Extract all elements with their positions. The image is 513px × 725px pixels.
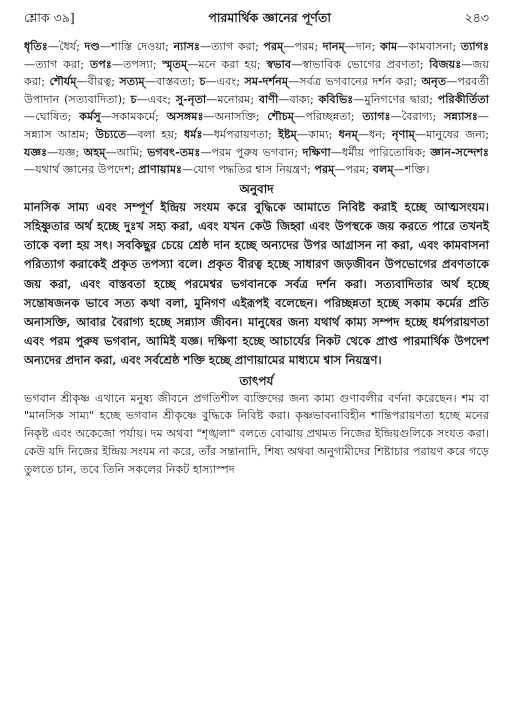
synonym-meaning: বলা হয়; (137, 127, 184, 141)
synonym-term: ইষ্টম্ (278, 126, 297, 141)
synonym-meaning: শাস্তি দেওয়া; (111, 40, 174, 53)
page-number: ২৪৩ (464, 10, 489, 25)
synonym-term: শৌর্যম্ (49, 74, 77, 89)
synonym-term: বিজয়ঃ (429, 56, 462, 71)
chapter-title: পারমার্থিক জ্ঞানের পূর্ণতা (208, 10, 331, 25)
synonym-meaning: বাক্য; (289, 92, 319, 106)
purport-heading: তাৎপর্য (239, 373, 274, 388)
synonym-term: কাম (379, 39, 398, 53)
synonym-meaning: ত্যাগ করা; (211, 40, 264, 53)
synonym-meaning: পরিচ্ছন্নতা; (305, 110, 363, 124)
synonym-term: সত্যম্ (119, 74, 145, 89)
synonym-meaning: ধর্মপরায়ণতা; (213, 127, 279, 141)
synonym-term: ধনম্ (338, 126, 358, 141)
synonym-meaning: পরম পুরুষ ভগবান; (211, 145, 303, 159)
synonym-meaning: মনোরম; (217, 92, 259, 106)
translation-paragraph: মানসিক সাম্য এবং সম্পূর্ণ ইন্দ্রিয় সংযম করে বুদ্ধিকে আমাতে নিবিষ্ট করাই হচ্ছে আত্মসংযম। সহিষ্ণুতার অর্থ হচ্ছে দুঃখ সহ্য করা, এবং যখন কেউ জিহ্বা এবং উপস্থকে জয় করতে পারে তখনই তাকে বলা হয় সৎ। সবকিছুর চেয়ে শ্রেষ্ঠ দান হচ্ছে অন্যদের উপর আগ্রাসন না করা, এবং কামবাসনা পরিত্যাগ করাকেই প্রকৃত তপস্যা বলে। প্রকৃত বীরত্ব হচ্ছে সাধারণ জড়জীবন উপভোগের প্রবণতাকে জয় করা, এবং বাস্তবতা হচ্ছে পরমেশ্বর ভগবানকে সর্বত্র দর্শন করা। সত্যবাদিতার অর্থ হচ্ছে সন্তোষজনক ভাবে সত্য কথা বলা, মুনিগণ এইরূপই বলেছেন। পরিচ্ছন্নতা হচ্ছে সকাম কর্মের প্রতি অনাসক্তি, আবার বৈরাগ্য হচ্ছে সন্ন্যাস জীবন। মানুষের জন্য যথার্থ কাম্য সম্পদ হচ্ছে ধর্মপরায়ণতা এবং পরম পুরুষ ভগবান, আমিই যজ্ঞ। দক্ষিণা হচ্ছে আচার্যের নিকট থেকে প্রাপ্ত পারমার্থিক উপদেশ অন্যদের প্রদান করা, এবং সর্বশ্রেষ্ঠ শক্তি হচ্ছে প্রাণায়ামের মাধ্যমে শ্বাস নিয়ন্ত্রণ। (24, 199, 489, 368)
synonym-meaning: যজ্ঞ; (58, 145, 84, 159)
synonym-term: ধর্মঃ (184, 126, 203, 141)
synonym-term: কবিভিঃ (318, 91, 354, 106)
synonym-term: ত্যাগঃ (460, 39, 489, 53)
synonym-term: পরম্ (314, 162, 335, 177)
synonym-meaning: যথার্থ জ্ঞানের উপদেশ; (35, 163, 139, 177)
synonym-meaning: দান; (355, 40, 380, 53)
purport-paragraph: ভগবান শ্রীকৃষ্ণ এখানে মনুষ্য জীবনে প্রগতিশীল ব্যক্তিদের জন্য কাম্য গুণাবলীর বর্ণনা করেছেন। শম বা "মানসিক সাম্য" হচ্ছে ভগবান শ্রীকৃষ্ণে বুদ্ধিকে নিবিষ্ট করা। কৃষ্ণভাবনাবিহীন শান্তিপরায়ণতা হচ্ছে মনের নিকৃষ্ট এবং অকেজো পর্যায়। দম অথবা "শৃঙ্খলা" বলতে বোঝায় প্রথমত নিজের ইন্দ্রিয়গুলিকে সংযত করা। কেউ যদি নিজের ইন্দ্রিয় সংযম না করে, তাঁর সন্তানাদি, শিষ্য অথবা অনুগামীদের শিষ্টাচার পরায়ণ করে গড়ে তুলতে চান, তবে তিনি সকলের নিকট হাস্যাস্পদ (24, 391, 489, 476)
synonym-meaning: মনে করা হয়; (198, 57, 267, 71)
synonym-term: ন্যাসঃ (173, 39, 200, 53)
synonym-meaning: আমি; (116, 145, 148, 159)
synonym-meaning: ধন; (369, 127, 392, 141)
synonym-meaning: যোগ পদ্ধতির শ্বাস নিয়ন্ত্রণ; (193, 163, 315, 177)
synonym-term: দণ্ড (84, 39, 100, 53)
synonym-meaning: সর্বত্র ভগবানের দর্শন করা; (299, 75, 422, 89)
synonym-meaning: জয় করা; (24, 57, 490, 89)
synonym-term: চ (199, 74, 206, 89)
synonym-term: যজ্ঞঃ (24, 144, 48, 159)
synonym-term: বাণী (258, 91, 279, 106)
page-header (24, 10, 489, 32)
synonym-term: অনৃত (421, 74, 447, 89)
synonym-meaning: সন্ন্যাস আশ্রম; (24, 127, 96, 141)
synonym-meaning: শক্তি। (404, 163, 430, 177)
synonym-meaning: পরম; (294, 40, 323, 53)
synonym-term: সন্ন্যাসঃ (444, 109, 478, 124)
synonym-meaning: এবং; (147, 92, 176, 106)
synonym-term: উচ্যতে (95, 126, 127, 141)
synonym-meaning: বাস্তবতা; (155, 75, 200, 89)
synonym-term: জ্ঞান-সন্দেশঃ (430, 144, 489, 159)
synonym-meaning: ধৈর্য; (59, 40, 85, 53)
synonym-meaning: কামবাসনা; (408, 40, 461, 53)
synonym-term: ধৃতিঃ (24, 39, 48, 53)
synonym-term: শৌচম্ (267, 109, 294, 124)
synonym-term: ত্যাগঃ (362, 109, 391, 124)
synonym-meaning: মানুষের জন্য; (426, 127, 489, 141)
synonym-meaning: সকামকর্মে; (111, 110, 167, 124)
synonym-meaning: ত্যাগ করা; (35, 57, 90, 71)
synonym-term: দানম্ (322, 39, 345, 53)
synonym-meaning: তপস্যা; (123, 57, 163, 71)
synonym-meaning: মুনিগণের দ্বারা; (364, 92, 438, 106)
synonym-term: স্বভাব (266, 56, 292, 71)
synonym-term: সম-দর্শনম্ (244, 74, 289, 89)
synonym-term: তপঃ (89, 56, 112, 71)
synonym-term: বলম্ (372, 162, 394, 177)
synonym-term: ভগবৎ-তমঃ (147, 144, 201, 159)
verse-reference: শ্লোক ৩৯] (24, 10, 75, 25)
synonym-meaning: পরম; (345, 163, 373, 177)
synonym-term: কর্মসু (79, 109, 101, 124)
synonym-term: পরম্ (263, 39, 284, 53)
synonym-term: স্মৃতম্ (162, 56, 188, 71)
synonym-term: পরিকীর্তিতা (437, 91, 489, 106)
synonym-term: অহম্ (83, 144, 106, 159)
synonym-meaning: বৈরাগ্য; (401, 110, 445, 124)
translation-heading: অনুবাদ (239, 181, 274, 196)
synonym-meaning: ধর্মীয় পারিতোষিক; (341, 145, 431, 159)
synonym-meaning: পরবর্তী উপাদান (সত্যবাদিতা); (24, 75, 489, 106)
synonym-term: নৃণাম্ (391, 126, 415, 141)
synonym-meaning: স্বাভাবিক ভোগের প্রবণতা; (302, 57, 430, 71)
synonym-term: দক্ষিণা (302, 144, 331, 159)
synonym-term: চ (130, 91, 137, 106)
synonym-meaning: ঘোষিত; (35, 110, 80, 124)
synonym-term: প্রাণায়ামঃ (138, 162, 183, 177)
synonym-term: অসঙ্গমঃ (166, 109, 204, 124)
synonym-meaning: বীরত্ব; (87, 75, 120, 89)
synonym-meaning: অনাসক্তি; (214, 110, 268, 124)
synonym-term: সু-নৃতা (175, 91, 207, 106)
synonym-meaning: এবং; (216, 75, 245, 89)
synonym-meaning: কাম্য; (308, 127, 339, 141)
synonyms-paragraph: ধৃতিঃ—ধৈর্য; দণ্ড—শাস্তি দেওয়া; ন্যাসঃ—ত্যাগ করা; পরম্—পরম; দানম্—দান; কাম—কামবাসনা; ত্যাগঃ—ত্যাগ করা; তপঃ—তপস্যা; স্মৃতম্—মনে করা হয়; স্বভাব—স্বাভাবিক ভোগের প্রবণতা; বিজয়ঃ—জয় করা; শৌর্যম্—বীরত্ব; সত্যম্—বাস্তবতা; চ—এবং; সম-দর্শনম্—সর্বত্র ভগবানের দর্শন করা; অনৃত—পরবর্তী উপাদান (সত্যবাদিতা); চ—এবং; সু-নৃতা—মনোরম; বাণী—বাক্য; কবিভিঃ—মুনিগণের দ্বারা; পরিকীর্তিতা—ঘোষিত; কর্মসু—সকামকর্মে; অসঙ্গমঃ—অনাসক্তি; শৌচম্—পরিচ্ছন্নতা; ত্যাগঃ—বৈরাগ্য; সন্ন্যাসঃ—সন্ন্যাস আশ্রম; উচ্যতে—বলা হয়; ধর্মঃ—ধর্মপরায়ণতা; ইষ্টম্—কাম্য; ধনম্—ধন; নৃণাম্—মানুষের জন্য; যজ্ঞঃ—যজ্ঞ; অহম্—আমি; ভগবৎ-তমঃ—পরম পুরুষ ভগবান; দক্ষিণা—ধর্মীয় পারিতোষিক; জ্ঞান-সন্দেশঃ—যথার্থ জ্ঞানের উপদেশ; প্রাণায়ামঃ—যোগ পদ্ধতির শ্বাস নিয়ন্ত্রণ; পরম্—পরম; বলম্—শক্তি। (24, 39, 490, 177)
